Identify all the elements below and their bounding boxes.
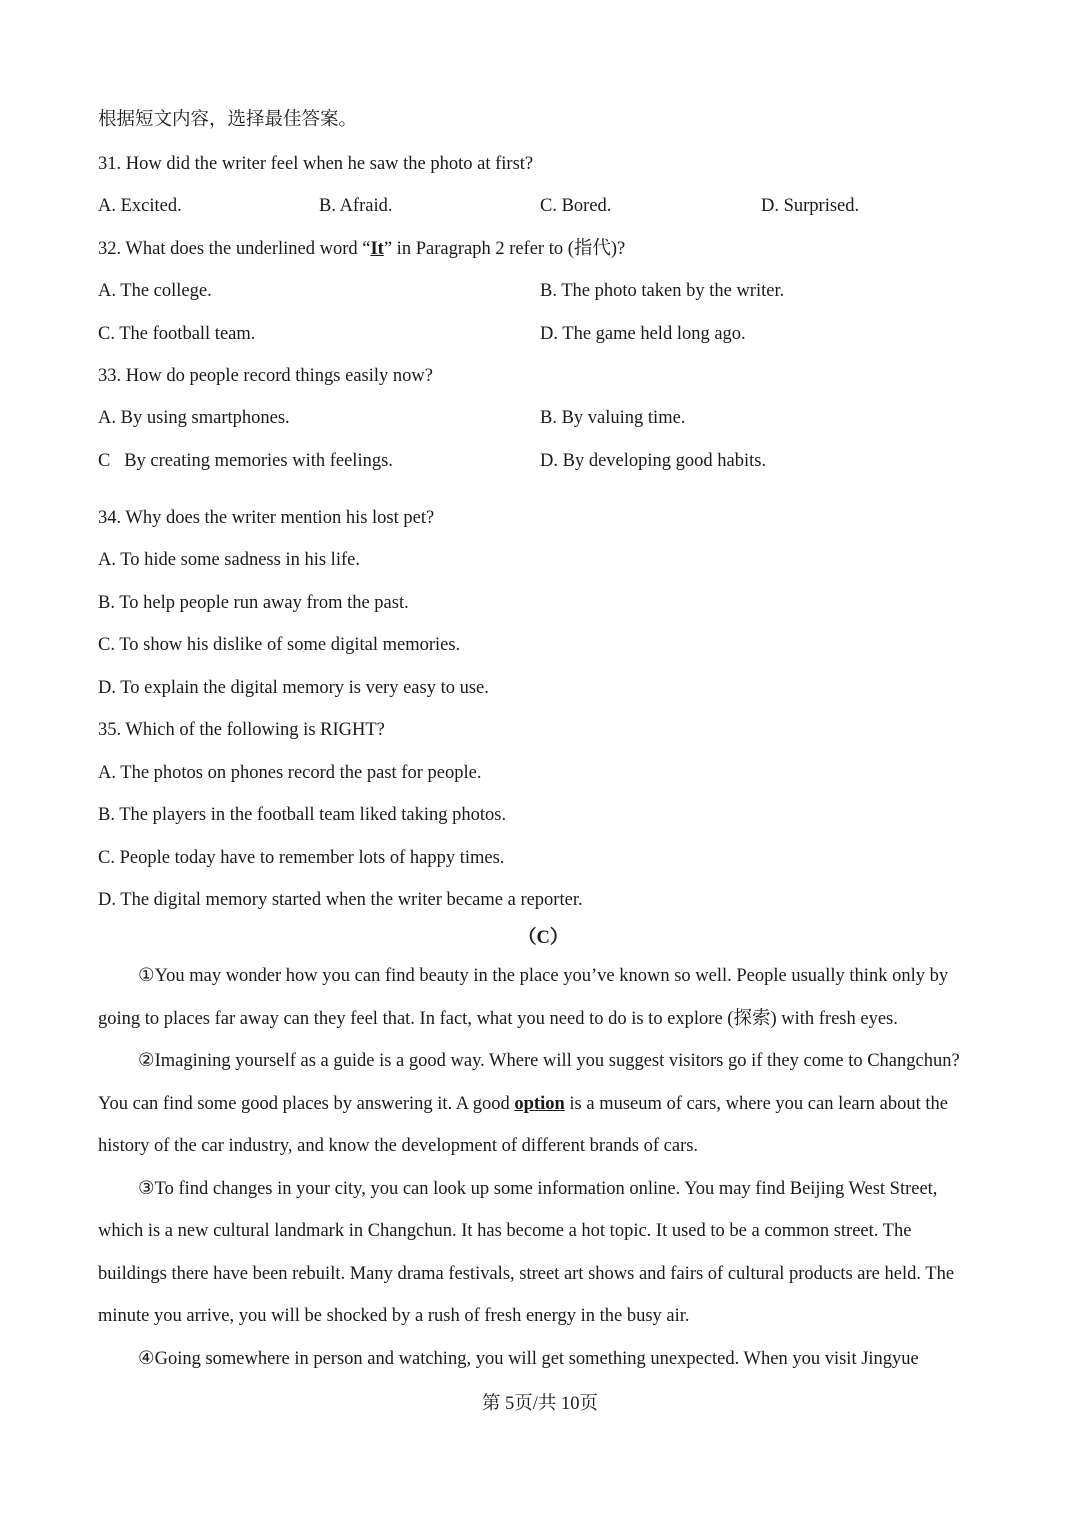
question-34-option-a: A. To hide some sadness in his life. (98, 550, 360, 570)
page-footer: 第 5页/共 10页 (481, 1394, 599, 1414)
question-32-option-b: B. The photo taken by the writer. (540, 281, 785, 301)
question-32-stem: 32. What does the underlined word “It” in Paragraph 2 refer to (指代)? (98, 239, 626, 259)
question-33-option-d: D. By developing good habits. (540, 451, 767, 471)
question-33-stem: 33. How do people record things easily now? (98, 366, 433, 386)
question-34-option-b: B. To help people run away from the past. (98, 593, 409, 613)
question-34-option-d: D. To explain the digital memory is very easy to use. (98, 678, 489, 698)
question-32-option-a: A. The college. (98, 281, 212, 301)
question-34-option-c: C. To show his dislike of some digital memories. (98, 635, 461, 655)
passage-p3-line1: ③To find changes in your city, you can look up some information online. You may find Beijing West Street, (138, 1179, 938, 1199)
passage-p2-line2: You can find some good places by answering it. A good option is a museum of cars, where you can learn about the (98, 1094, 949, 1114)
passage-p1-line1: ①You may wonder how you can find beauty in the place you’ve known so well. People usually think only by (138, 966, 949, 986)
passage-p3-line3: buildings there have been rebuilt. Many drama festivals, street art shows and fairs of cultural products are held. The (98, 1264, 955, 1284)
question-33-option-a: A. By using smartphones. (98, 408, 290, 428)
question-35-option-a: A. The photos on phones record the past for people. (98, 763, 482, 783)
passage-p3-line4: minute you arrive, you will be shocked by a rush of fresh energy in the busy air. (98, 1306, 690, 1326)
question-31-option-a: A. Excited. (98, 196, 182, 216)
question-32-option-d: D. The game held long ago. (540, 324, 746, 344)
instruction: 根据短文内容，选择最佳答案。 (98, 110, 358, 130)
underlined-word-option: option (514, 1094, 565, 1114)
section-heading: （C） (518, 928, 569, 948)
passage-p3-line2: which is a new cultural landmark in Changchun. It has become a hot topic. It used to be a common street. The (98, 1221, 912, 1241)
passage-p2-line3: history of the car industry, and know the development of different brands of cars. (98, 1136, 699, 1156)
question-35-stem: 35. Which of the following is RIGHT? (98, 720, 385, 740)
question-32-option-c: C. The football team. (98, 324, 256, 344)
question-31-option-b: B. Afraid. (319, 196, 393, 216)
question-34-stem: 34. Why does the writer mention his lost pet? (98, 508, 435, 528)
question-35-option-d: D. The digital memory started when the writer became a reporter. (98, 890, 583, 910)
passage-p4-line1: ④Going somewhere in person and watching, you will get something unexpected. When you visit Jingyue (138, 1349, 919, 1369)
underlined-word-it: It (370, 239, 384, 259)
question-35-option-c: C. People today have to remember lots of happy times. (98, 848, 505, 868)
question-33-option-c: C By creating memories with feelings. (98, 451, 393, 471)
question-31-stem: 31. How did the writer feel when he saw the photo at first? (98, 154, 534, 174)
question-33-option-b: B. By valuing time. (540, 408, 686, 428)
question-31-option-c: C. Bored. (540, 196, 612, 216)
passage-p1-line2: going to places far away can they feel that. In fact, what you need to do is to explore (探索) with fresh eyes. (98, 1009, 898, 1029)
passage-p2-line1: ②Imagining yourself as a guide is a good way. Where will you suggest visitors go if they come to Changchun? (138, 1051, 960, 1071)
question-35-option-b: B. The players in the football team liked taking photos. (98, 805, 507, 825)
question-31-option-d: D. Surprised. (761, 196, 860, 216)
